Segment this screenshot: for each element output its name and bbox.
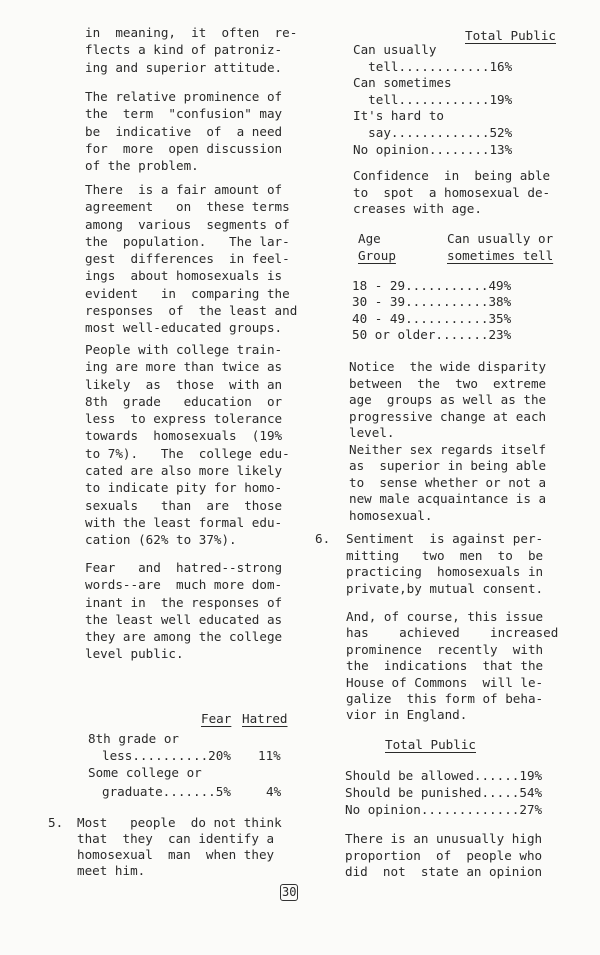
row-fear-value: less..........20%: [102, 748, 231, 763]
row-hatred-value: 4%: [266, 784, 282, 799]
text-line: House of Commons will le-: [346, 674, 544, 690]
text-line: between the two extreme: [349, 375, 547, 391]
text-line: practicing homosexuals in: [346, 564, 544, 579]
text-line: most well-educated groups.: [85, 320, 283, 336]
text-line: It's hard to: [353, 108, 444, 124]
text-line: There is an unusually high: [345, 831, 543, 846]
sometimes-tell-header: sometimes tell: [447, 248, 554, 263]
text-line: words--are much more dom-: [85, 577, 283, 593]
page-number: 30: [282, 885, 297, 899]
text-line: 40 - 49...........35%: [352, 310, 512, 326]
text-line: Most people do not think: [77, 815, 282, 830]
text-line: proportion of people who: [345, 847, 543, 863]
text-line: The relative prominence of: [85, 89, 283, 104]
text-line: has achieved increased: [346, 625, 559, 641]
paragraph-agreement: [85, 181, 297, 337]
paragraph-notice: [349, 359, 546, 524]
text-line: People with college train-: [85, 342, 283, 357]
age-header: Age: [358, 231, 381, 246]
text-line: 18 - 29...........49%: [352, 278, 512, 293]
text-line: gest differences in feel-: [85, 251, 290, 267]
total-public-header: Total Public: [465, 28, 556, 43]
paragraph-college: [85, 341, 290, 549]
text-line: say.............52%: [353, 124, 513, 140]
text-line: level.: [349, 425, 395, 440]
text-line: prominence recently with: [346, 641, 544, 657]
row-hatred-value: 11%: [258, 748, 281, 763]
text-line: vior in England.: [346, 707, 468, 723]
text-line: ing and superior attitude.: [85, 59, 283, 75]
text-line: sexuals than are those: [85, 497, 283, 513]
text-line: Confidence in being able: [353, 168, 551, 183]
text-line: of the problem.: [85, 158, 199, 174]
paragraph-final: [345, 831, 542, 881]
column-header-fear: Fear: [201, 711, 232, 726]
paragraph-confusion: [85, 88, 282, 174]
paragraph-confidence: [353, 168, 550, 218]
text-line: responses of the least and: [85, 303, 298, 319]
text-line: as superior in being able: [349, 458, 547, 473]
paragraph-fear-hatred: [85, 559, 282, 663]
text-line: to spot a homosexual de-: [353, 184, 551, 200]
text-line: And, of course, this issue: [346, 609, 544, 624]
text-line: progressive change at each: [349, 408, 547, 424]
text-line: 30 - 39...........38%: [352, 294, 512, 310]
text-line: 50 or older.......23%: [352, 327, 512, 343]
text-line: with the least formal edu-: [85, 514, 283, 530]
row-fear-value: graduate.......5%: [102, 784, 231, 799]
text-line: mitting two men to be: [346, 547, 544, 563]
text-line: for more open discussion: [85, 140, 283, 156]
text-line: Should be punished.....54%: [345, 785, 543, 800]
text-line: level public.: [85, 646, 184, 662]
can-tell-header: Can usually or: [447, 231, 554, 246]
text-line: cated are also more likely: [85, 463, 283, 479]
paragraph-patronizing: [85, 24, 297, 76]
text-line: evident in comparing the: [85, 285, 290, 301]
column-header-hatred: Hatred: [242, 711, 288, 726]
text-line: meet him.: [77, 863, 146, 878]
text-line: Neither sex regards itself: [349, 441, 547, 457]
text-line: to 7%). The college edu-: [85, 445, 290, 461]
text-line: new male acquaintance is a: [349, 491, 547, 506]
text-line: Notice the wide disparity: [349, 359, 547, 374]
text-line: did not state an opinion: [345, 864, 543, 879]
text-line: among various segments of: [85, 216, 290, 232]
text-line: in meaning, it often re-: [85, 25, 298, 40]
text-line: Sentiment is against per-: [346, 531, 544, 546]
text-line: tell............19%: [353, 91, 513, 107]
text-line: flects a kind of patroniz-: [85, 42, 283, 58]
text-line: ings about homosexuals is: [85, 268, 283, 284]
text-line: be indicative of a need: [85, 123, 283, 139]
text-line: There is a fair amount of: [85, 182, 283, 197]
text-line: the population. The lar-: [85, 233, 290, 249]
text-line: galize this form of beha-: [346, 691, 544, 707]
text-line: tell............16%: [353, 58, 513, 74]
text-line: likely as those with an: [85, 376, 283, 392]
item-number-5: 5.: [48, 815, 64, 830]
text-line: Can sometimes: [353, 75, 452, 91]
text-line: 8th grade education or: [85, 393, 283, 409]
text-line: ing are more than twice as: [85, 359, 283, 375]
text-line: homosexual man when they: [77, 847, 275, 862]
text-line: that they can identify a: [77, 831, 275, 846]
text-line: agreement on these terms: [85, 199, 290, 215]
paragraph-commons: [346, 609, 558, 724]
age-rows: [352, 278, 511, 344]
text-line: Can usually: [353, 42, 437, 57]
text-line: the least well educated as: [85, 611, 283, 627]
text-line: creases with age.: [353, 201, 482, 216]
text-line: Should be allowed......19%: [345, 768, 543, 783]
item-5-text: [77, 815, 282, 879]
text-line: inant in the responses of: [85, 594, 283, 610]
text-line: cation (62% to 37%).: [85, 532, 237, 548]
text-line: the term "confusion" may: [85, 106, 283, 122]
row-label: 8th grade or: [88, 731, 179, 746]
item-6-text: [346, 531, 543, 597]
item-number-6: 6.: [315, 531, 331, 546]
text-line: towards homosexuals (19%: [85, 428, 283, 444]
sentiment-results: [345, 767, 542, 818]
text-line: No opinion........13%: [353, 141, 513, 157]
text-line: age groups as well as the: [349, 392, 547, 407]
text-line: homosexual.: [349, 507, 433, 523]
identify-results: [353, 42, 512, 158]
group-header: Group: [358, 248, 396, 263]
total-public-header-2: Total Public: [385, 737, 476, 752]
text-line: less to express tolerance: [85, 411, 283, 427]
text-line: the indications that the: [346, 658, 544, 674]
text-line: they are among the college: [85, 629, 283, 645]
text-line: No opinion.............27%: [345, 802, 543, 817]
text-line: Fear and hatred--strong: [85, 560, 283, 575]
text-line: private,by mutual consent.: [346, 580, 544, 596]
text-line: to indicate pity for homo-: [85, 480, 283, 496]
row-label: Some college or: [88, 765, 202, 780]
text-line: to sense whether or not a: [349, 474, 547, 490]
